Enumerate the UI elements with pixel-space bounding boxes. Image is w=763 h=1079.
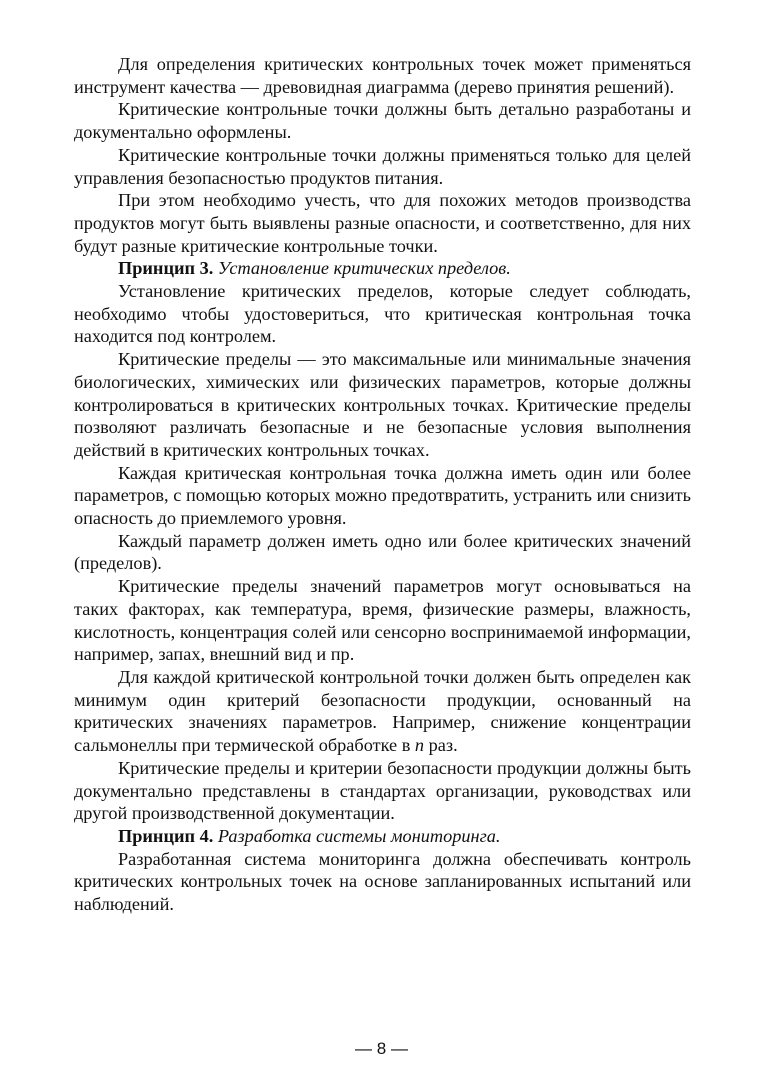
salmonella-suffix: раз. [424, 735, 458, 756]
salmonella-text: Для каждой критической контрольной точки должен быть определен как минимум один критерий безопасности продукции, основанный на критических значениях параметров. Например, снижение концентрации сальмонеллы при термической обработке в [74, 666, 691, 756]
principle-4-heading [74, 825, 691, 848]
paragraph: Для определения критических контрольных точек может применяться инструмент качества — древовидная диаграмма (дерево принятия решений). [74, 54, 691, 97]
paragraph: При этом необходимо учесть, что для похожих методов производства продуктов могут быть выявлены разные опасности, и соответственно, для них будут разные критические контрольные точки. [74, 190, 691, 256]
paragraph: Критические пределы — это максимальные или минимальные значения биологических, химических или физических параметров, которые должны контролироваться в критических контрольных точках. Критические пределы позволяют различать безопасные и не безопасные условия выполнения действий в критических контрольных точках. [74, 349, 691, 460]
paragraph: Разработанная система мониторинга должна обеспечивать контроль критических контрольных точек на основе запланированных испытаний или наблюдений. [74, 848, 691, 915]
paragraph-salmonella [74, 666, 691, 757]
principle-3-heading [74, 257, 691, 280]
paragraph: Установление критических пределов, которые следует соблюдать, необходимо чтобы удостовериться, что критическая контрольная точка находится под контролем. [74, 281, 691, 347]
principle-4-title: Разработка системы мониторинга. [213, 825, 501, 846]
paragraph: Каждая критическая контрольная точка должна иметь один или более параметров, с помощью которых можно предотвратить, устранить или снизить опасность до приемлемого уровня. [74, 462, 691, 529]
paragraph: Каждый параметр должен иметь одно или более критических значений (пределов). [74, 530, 691, 574]
page-number: — 8 — [355, 1039, 408, 1058]
principle-3-title: Установление критических пределов. [213, 258, 511, 279]
paragraph: Критические контрольные точки должны быть детально разработаны и документально оформлены. [74, 99, 691, 143]
variable-n: n [414, 735, 425, 756]
principle-3-label: Принцип 3. [118, 258, 214, 279]
paragraph: Критические пределы значений параметров могут основываться на таких факторах, как температура, время, физические размеры, влажность, кислотность, концентрация солей или сенсорно воспринимаемой информации, например, запах, внешний вид и пр. [74, 576, 691, 665]
page-body [74, 53, 691, 916]
principle-4-label: Принцип 4. [118, 825, 214, 846]
paragraph: Критические пределы и критерии безопасности продукции должны быть документально представлены в стандартах организации, руководствах или другой производственной документации. [74, 757, 691, 824]
paragraph: Критические контрольные точки должны применяться только для целей управления безопасностью продуктов питания. [74, 144, 691, 188]
